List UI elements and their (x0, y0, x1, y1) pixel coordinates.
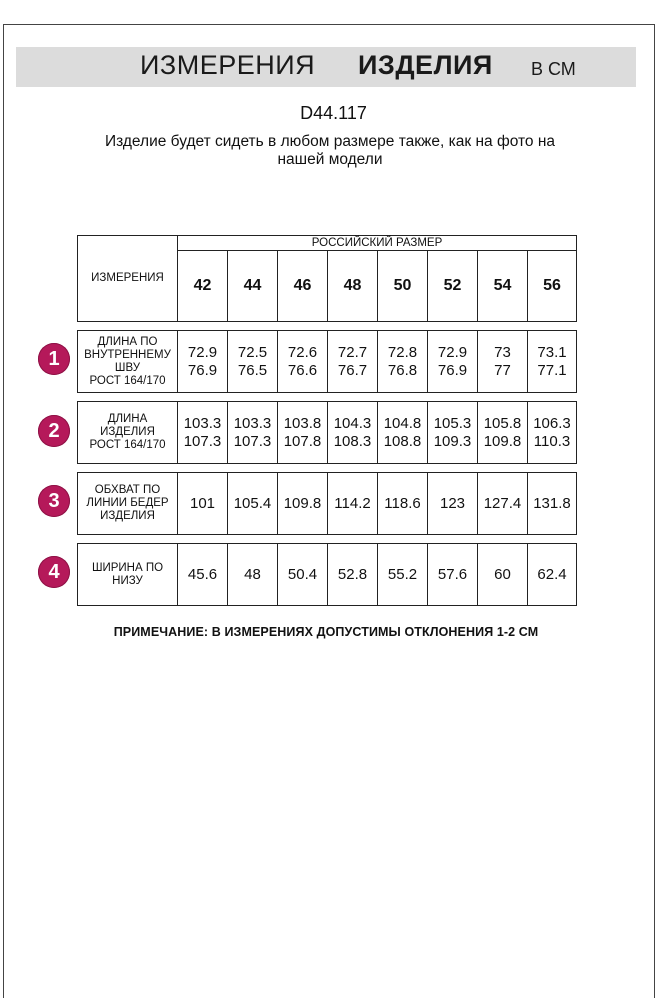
measurement-value-cell (478, 331, 528, 393)
measurement-label-line: ЛИНИИ БЕДЕР (86, 497, 169, 509)
article-code: D44.117 (300, 103, 367, 123)
header-unit: В СМ (531, 59, 576, 79)
measurement-value: 101 (189, 494, 216, 512)
measurement-value-cell (228, 402, 278, 464)
measurement-value-cell (328, 331, 378, 393)
measurement-label-line: ДЛИНА ПО (97, 335, 158, 348)
size-48: 48 (328, 251, 378, 322)
measurement-value: 103.3 (233, 414, 272, 432)
measurement-value: 72.9 (437, 343, 468, 361)
measurement-value: 109.8 (283, 494, 322, 512)
header-title-product: ИЗДЕЛИЯ (358, 50, 493, 80)
measurement-value: 45.6 (187, 565, 218, 583)
measurement-value: 55.2 (387, 565, 418, 583)
size-50: 50 (378, 251, 428, 322)
measurement-value: 108.3 (333, 432, 372, 450)
header-title-measurements: ИЗМЕРЕНИЯ (140, 50, 316, 80)
measurement-value: 62.4 (537, 565, 567, 583)
table-row (78, 473, 577, 535)
measurement-label (78, 544, 178, 606)
measurement-value-cell (378, 331, 428, 393)
measurement-value: 105.3 (433, 414, 472, 432)
measurement-value: 108.8 (383, 432, 422, 450)
row-number-badge: 1 (38, 343, 70, 375)
measurement-value-cell (328, 402, 378, 464)
measurement-value: 123 (439, 494, 466, 512)
measurement-value: 73.1 (537, 343, 567, 361)
measurement-label-line: ИЗДЕЛИЯ (100, 426, 155, 438)
measurement-value: 114.2 (334, 494, 371, 512)
size-54: 54 (478, 251, 528, 322)
measurement-value-cell (428, 331, 478, 393)
measurement-value: 76.8 (387, 361, 418, 379)
corner-label: ИЗМЕРЕНИЯ (78, 236, 178, 322)
measurement-value-cell (178, 402, 228, 464)
measurement-value-cell (328, 473, 378, 535)
measurement-value-cell (278, 331, 328, 393)
measurement-value-cell (428, 402, 478, 464)
measurement-value-cell (478, 544, 528, 606)
measurement-value-cell (178, 473, 228, 535)
table-row (78, 544, 577, 606)
measurement-label-line: ШВУ (114, 361, 141, 374)
measurement-value: 72.5 (237, 343, 268, 361)
measurement-value: 76.5 (237, 361, 268, 379)
row-spacer (78, 393, 577, 402)
measurement-value: 76.7 (337, 361, 368, 379)
measurement-label-line: НИЗУ (112, 574, 143, 587)
size-chart-table (77, 235, 577, 606)
measurement-value: 73 (494, 343, 511, 361)
measurement-value-cell (278, 544, 328, 606)
measurement-value-cell (528, 331, 577, 393)
measurement-value: 77.1 (537, 361, 567, 379)
size-52: 52 (428, 251, 478, 322)
measurement-value: 60 (494, 565, 511, 583)
row-number-badge: 3 (38, 485, 70, 517)
measurement-value-cell (278, 402, 328, 464)
measurement-value: 72.9 (187, 343, 218, 361)
measurement-label-line: РОСТ 164/170 (89, 374, 166, 387)
measurement-value: 76.9 (187, 361, 218, 379)
size-46: 46 (278, 251, 328, 322)
measurement-value-cell (478, 402, 528, 464)
measurement-value-cell (478, 473, 528, 535)
measurement-label-line: ДЛИНА (107, 413, 148, 425)
measurement-value: 105.8 (483, 414, 522, 432)
row-spacer (78, 535, 577, 544)
size-42: 42 (178, 251, 228, 322)
row-number-badge: 2 (38, 415, 70, 447)
measurement-value: 77 (494, 361, 511, 379)
measurement-value: 50.4 (287, 565, 318, 583)
measurement-value-cell (528, 402, 577, 464)
row-number-badge: 4 (38, 556, 70, 588)
measurement-value-cell (378, 544, 428, 606)
measurement-label-line: ОБХВАТ ПО (94, 484, 161, 496)
measurement-value: 106.3 (533, 414, 571, 432)
measurement-value: 48 (244, 565, 261, 583)
measurement-value: 104.3 (333, 414, 372, 432)
measurement-value-cell (528, 544, 577, 606)
measurement-value-cell (278, 473, 328, 535)
measurement-label-line: РОСТ 164/170 (89, 439, 166, 451)
measurement-value: 72.8 (387, 343, 418, 361)
table-row (78, 331, 577, 393)
measurement-value-cell (178, 544, 228, 606)
measurement-value: 107.3 (183, 432, 222, 450)
measurement-label (78, 402, 178, 464)
measurement-value: 118.6 (384, 494, 421, 512)
measurement-value: 72.6 (287, 343, 318, 361)
measurement-value-cell (378, 402, 428, 464)
measurement-value-cell (228, 544, 278, 606)
table-row (78, 402, 577, 464)
measurement-value-cell (228, 473, 278, 535)
measurement-value: 109.3 (433, 432, 472, 450)
fit-note: Изделие будет сидеть в любом размере также, как на фото на нашей модели (104, 133, 556, 168)
measurement-value: 72.7 (337, 343, 368, 361)
measurement-value: 52.8 (337, 565, 368, 583)
measurement-label-line: ИЗДЕЛИЯ (100, 510, 155, 522)
measurement-value: 109.8 (483, 432, 522, 450)
measurement-value: 105.4 (233, 494, 272, 512)
measurement-value: 107.8 (283, 432, 322, 450)
measurement-value: 104.8 (383, 414, 422, 432)
measurement-value: 76.6 (287, 361, 318, 379)
row-spacer (78, 464, 577, 473)
measurement-label (78, 331, 178, 393)
measurement-value: 110.3 (533, 432, 571, 450)
measurement-value: 57.6 (437, 565, 468, 583)
size-44: 44 (228, 251, 278, 322)
measurement-value-cell (528, 473, 577, 535)
measurement-label-line: ВНУТРЕННЕМУ (84, 348, 171, 361)
size-56: 56 (528, 251, 577, 322)
measurement-value: 103.8 (283, 414, 322, 432)
measurement-value: 131.8 (533, 494, 571, 512)
measurement-label (78, 473, 178, 535)
measurement-value-cell (428, 473, 478, 535)
measurement-value: 107.3 (233, 432, 272, 450)
row-spacer (78, 322, 577, 331)
measurement-value-cell (178, 331, 228, 393)
measurement-value: 103.3 (183, 414, 222, 432)
measurement-value: 76.9 (437, 361, 468, 379)
measurement-value-cell (228, 331, 278, 393)
measurement-value-cell (428, 544, 478, 606)
tolerance-note: ПРИМЕЧАНИЕ: В ИЗМЕРЕНИЯХ ДОПУСТИМЫ ОТКЛОНЕНИЯ 1-2 СМ (113, 625, 539, 639)
measurement-value: 127.4 (483, 494, 522, 512)
measurement-label-line: ШИРИНА ПО (91, 561, 164, 574)
measurement-value-cell (328, 544, 378, 606)
size-group-header: РОССИЙСКИЙ РАЗМЕР (178, 236, 577, 251)
measurement-value-cell (378, 473, 428, 535)
